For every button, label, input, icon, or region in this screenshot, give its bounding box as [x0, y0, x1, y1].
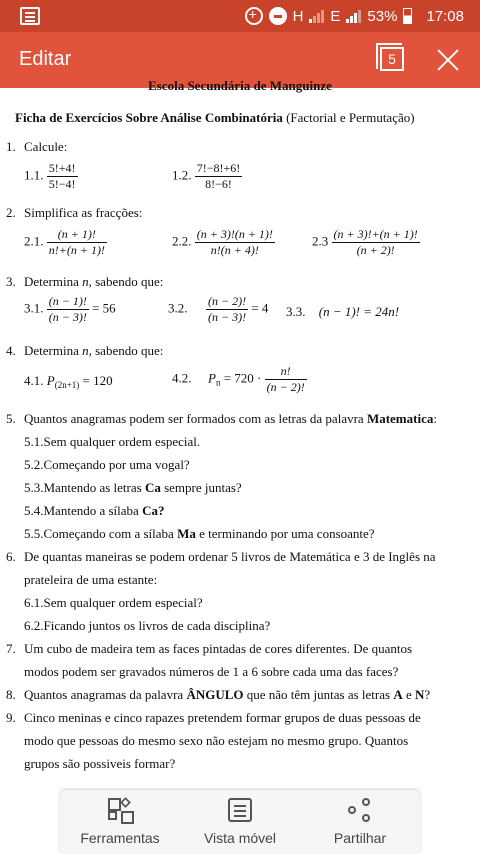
q9-line-3: grupos são possiveis formar? — [24, 756, 176, 771]
q8-number: 8. — [6, 687, 16, 702]
q3-b: 3.2. $\frac{(n - 2)!}{(n - 3)!}$ = 4 — [168, 294, 269, 324]
dnd-icon — [269, 7, 287, 25]
network-e-label: E — [330, 7, 341, 25]
tools-label: Ferramentas — [80, 830, 160, 846]
school-name: Escola Secundária de Manguinze — [148, 78, 332, 93]
plus-circle-icon — [245, 7, 263, 25]
q9-number: 9. — [6, 710, 16, 725]
mobile-view-button[interactable] — [180, 798, 300, 846]
mobile-view-label: Vista móvel — [203, 830, 277, 846]
bottom-toolbar — [60, 790, 420, 854]
share-button[interactable] — [300, 798, 420, 846]
q4-text: Determina n, sabendo que: — [24, 343, 164, 358]
q7-line-1: Um cubo de madeira tem as faces pintadas de cores diferentes. De quantos — [24, 641, 413, 656]
q5-item-5: 5.5.Começando com a sílaba Ma e terminando por uma consoante? — [24, 526, 375, 541]
close-icon[interactable] — [436, 48, 460, 72]
document-view[interactable] — [0, 78, 480, 854]
q1-number: 1. — [6, 139, 16, 154]
q4-a: 4.1. $P_{(2n+1)} = 120$ — [24, 373, 113, 390]
q4-number: 4. — [6, 343, 16, 358]
q2-a: 2.1. $\frac{(n + 1)!}{n!+(n + 1)!}$ — [24, 227, 105, 257]
q2-b: 2.2. $\frac{(n + 3)!(n + 1)!}{n!(n + 4)!}$ — [172, 227, 273, 257]
q3-text: Determina n, sabendo que: — [24, 274, 164, 289]
q1-a: 1.1. $\frac{5!+4!}{5!-4!}$ — [24, 161, 76, 191]
q2-text: Simplifica as fracções: — [24, 205, 143, 220]
network-h-label: H — [292, 7, 304, 25]
share-label: Partilhar — [333, 830, 387, 846]
q2-c: 2.3 $\frac{(n + 3)!+(n + 1)!}{(n + 2)!}$ — [312, 227, 418, 257]
q4-b: 4.2. $P_n = 720$ · $\frac{n!}{(n - 2)!}$ — [172, 364, 305, 394]
q6-line-1: De quantas maneiras se podem ordenar 5 livros de Matemática e 3 de Inglês na — [24, 549, 436, 564]
q5-number: 5. — [6, 411, 16, 426]
q6-line-2: prateleira de uma estante: — [24, 572, 158, 587]
notification-app-icon — [20, 7, 40, 25]
tools-icon — [108, 798, 132, 822]
q9-line-2: modo que pessoas do mesmo sexo não estejam no mesmo grupo. Quantos — [24, 733, 409, 748]
signal-icon-2 — [346, 9, 361, 23]
share-icon — [348, 798, 372, 822]
q3-number: 3. — [6, 274, 16, 289]
q3-a: 3.1. $\frac{(n - 1)!}{(n - 3)!}$ = 56 — [24, 294, 116, 324]
clock: 17:08 — [426, 7, 464, 25]
battery-percent: 53% — [367, 7, 398, 25]
q6-item-1: 6.1.Sem qualquer ordem especial? — [24, 595, 203, 610]
battery-icon — [403, 8, 412, 24]
q2-number: 2. — [6, 205, 16, 220]
q5-item-3: 5.3.Mantendo as letras Ca sempre juntas? — [24, 480, 242, 495]
status-bar — [0, 0, 480, 32]
q5-item-1: 5.1.Sem qualquer ordem especial. — [24, 434, 201, 449]
q5-text: Quantos anagramas podem ser formados com as letras da palavra Matematica: — [24, 411, 437, 426]
tabs-icon[interactable]: 5 — [380, 47, 404, 71]
q5-item-2: 5.2.Começando por uma vogal? — [24, 457, 190, 472]
q1-b: 1.2. $\frac{7!-8!+6!}{8!-6!}$ — [172, 161, 241, 191]
q7-number: 7. — [6, 641, 16, 656]
tools-button[interactable] — [60, 798, 180, 846]
edit-button[interactable]: Editar — [19, 48, 72, 70]
q6-number: 6. — [6, 549, 16, 564]
q7-line-2: modos podem ser gravados números de 1 a 6 sobre cada uma das faces? — [24, 664, 399, 679]
status-indicators — [245, 0, 464, 32]
q8-text: Quantos anagramas da palavra ÂNGULO que não têm juntas as letras A e N? — [24, 687, 431, 702]
sheet-title: Ficha de Exercícios Sobre Análise Combinatória (Factorial e Permutação) — [15, 110, 415, 125]
q1-text: Calcule: — [24, 139, 68, 154]
q6-item-2: 6.2.Ficando juntos os livros de cada disciplina? — [24, 618, 271, 633]
signal-icon — [309, 9, 324, 23]
mobile-view-icon — [228, 798, 252, 822]
q9-line-1: Cinco meninas e cinco rapazes pretendem formar grupos de duas pessoas de — [24, 710, 421, 725]
q3-c: 3.3. (n − 1)! = 24n! — [286, 304, 400, 319]
q5-item-4: 5.4.Mantendo a sílaba Ca? — [24, 503, 165, 518]
